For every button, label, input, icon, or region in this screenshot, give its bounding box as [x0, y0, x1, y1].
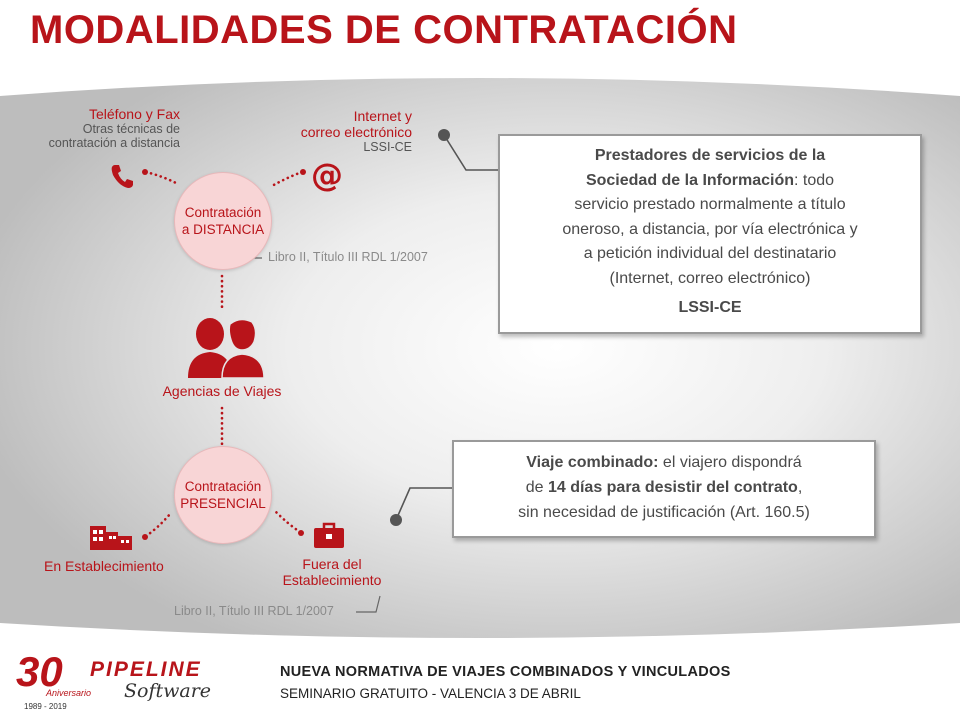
telefono-subtitle: Otras técnicas de contratación a distancia: [48, 122, 180, 150]
distancia-circle: [174, 172, 272, 270]
distancia-line1: Contratación: [184, 205, 262, 220]
building-icon: [90, 524, 132, 550]
viaje-bold1: Viaje combinado:: [526, 454, 659, 471]
at-sign-icon: @: [311, 156, 343, 194]
distancia-line2: a DISTANCIA: [181, 222, 265, 237]
viaje-pre2: de: [525, 479, 548, 496]
footer-subtitle: SEMINARIO GRATUITO - VALENCIA 3 DE ABRIL: [280, 686, 581, 701]
distancia-ref: Libro II, Título III RDL 1/2007: [268, 250, 428, 264]
viaje-bold2: 14 días para desistir del contrato: [547, 479, 798, 496]
lssi-box: [498, 134, 922, 334]
fuera-line2: Establecimiento: [282, 572, 382, 588]
lssi-bold1: Prestadores de servicios de la: [594, 147, 826, 164]
logo-tagline: Aniversario: [46, 688, 92, 698]
viaje-line1: [454, 450, 874, 475]
anniversary-logo: [16, 648, 226, 714]
phone-icon: [110, 163, 134, 189]
lssi-rest2: : todo: [794, 171, 835, 189]
agencias-label: Agencias de Viajes: [162, 383, 282, 399]
people-icon: [184, 316, 268, 378]
logo-years: 1989 - 2019: [24, 702, 67, 711]
lssi-line2: [500, 169, 920, 194]
establecimiento-label: En Establecimiento: [44, 558, 164, 574]
lssi-line5: a petición individual del destinatario: [583, 245, 837, 262]
lssi-line3: servicio prestado normalmente a título: [574, 196, 846, 213]
viaje-line2: [454, 475, 874, 500]
briefcase-icon: [314, 522, 344, 548]
viaje-post2: ,: [797, 479, 803, 496]
presencial-circle: [174, 446, 272, 544]
presencial-ref: Libro II, Título III RDL 1/2007: [174, 604, 334, 618]
internet-title-2: correo electrónico: [300, 124, 412, 140]
page-title: MODALIDADES DE CONTRATACIÓN: [30, 8, 738, 52]
logo-brand: PIPELINE: [90, 658, 202, 681]
internet-title-1: Internet y: [353, 108, 412, 124]
footer-title: NUEVA NORMATIVA DE VIAJES COMBINADOS Y VINCULADOS: [280, 664, 731, 680]
logo-brand-script: Software: [124, 680, 212, 702]
presencial-line1: Contratación: [184, 479, 262, 494]
logo-number: 30: [16, 648, 63, 695]
lssi-line4: oneroso, a distancia, por vía electrónica y: [562, 220, 858, 238]
telefono-title: Teléfono y Fax: [88, 106, 180, 122]
lssi-footer: LSSI-CE: [678, 299, 742, 316]
presencial-line2: PRESENCIAL: [180, 496, 266, 511]
viaje-rest1: el viajero dispondrá: [658, 454, 802, 471]
internet-label: [270, 108, 412, 154]
lssi-line1: [500, 144, 920, 169]
internet-subtitle: LSSI-CE: [363, 140, 412, 154]
telefono-label: [40, 106, 180, 150]
viaje-line3: sin necesidad de justificación (Art. 160.5): [518, 504, 810, 521]
viaje-box: [452, 440, 876, 538]
lssi-line6: (Internet, correo electrónico): [609, 269, 811, 287]
fuera-label: [276, 556, 388, 588]
fuera-line1: Fuera del: [302, 556, 362, 572]
lssi-bold2: Sociedad de la Información: [585, 171, 794, 189]
